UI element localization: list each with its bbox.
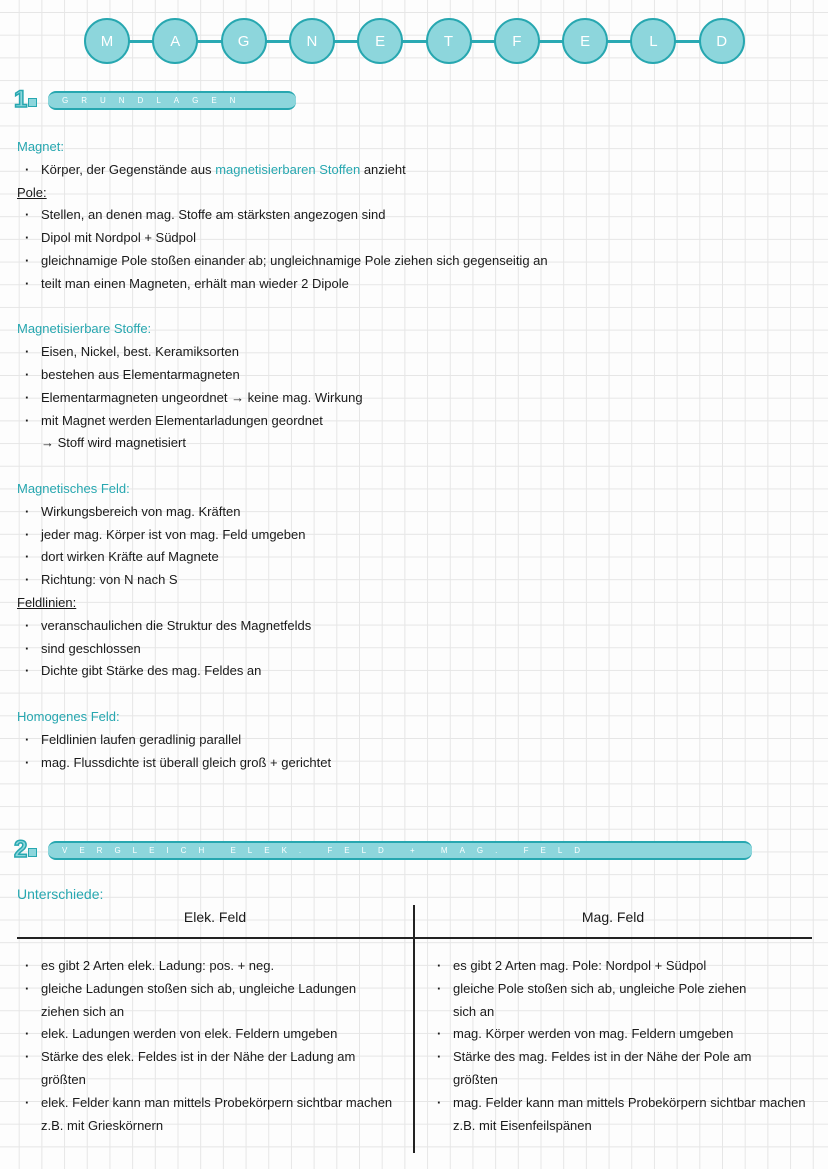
bullet-item: · es gibt 2 Arten mag. Pole: Nordpol + Südpol — [429, 955, 821, 978]
subtopic-heading: Pole: — [17, 184, 47, 200]
column-mag-feld — [429, 955, 821, 1137]
highlighted-term: magnetisierbaren Stoffen — [215, 161, 361, 177]
bullet-item: · elek. Felder kann man mittels Probekörpern sichtbar machen — [17, 1092, 409, 1115]
continuation-line: z.B. mit Eisenfeilspänen — [453, 1117, 592, 1133]
text-segment: anzieht — [360, 161, 406, 177]
table-divider-horizontal — [17, 937, 812, 939]
continuation-line: sich an — [453, 1003, 495, 1019]
section-2-header — [14, 836, 752, 864]
bullet-item: · Stärke des mag. Feldes ist in der Nähe der Pole am — [429, 1046, 821, 1069]
topic-heading: Magnetisches Feld: — [17, 480, 130, 496]
notes-body — [17, 136, 817, 774]
blank-line — [17, 296, 817, 319]
bullet-item: · mag. Flussdichte ist überall gleich groß + gerichtet — [17, 752, 817, 775]
title-letter-circle: T — [426, 18, 472, 64]
comparison-table — [17, 905, 812, 1153]
bullet-item: · jeder mag. Körper ist von mag. Feld umgeben — [17, 524, 817, 547]
continuation-line: ziehen sich an — [41, 1003, 125, 1019]
bullet-item: · Feldlinien laufen geradlinig parallel — [17, 729, 817, 752]
bullet-item: · bestehen aus Elementarmagneten — [17, 364, 817, 387]
bullet-item: · gleiche Pole stoßen sich ab, ungleiche Pole ziehen — [429, 978, 821, 1001]
bullet-item: · dort wirken Kräfte auf Magnete — [17, 546, 817, 569]
title-letter-circle: G — [221, 18, 267, 64]
bullet-item: · Eisen, Nickel, best. Keramiksorten — [17, 341, 817, 364]
table-divider-vertical — [413, 905, 415, 1153]
bullet-item: · Stellen, an denen mag. Stoffe am stärksten angezogen sind — [17, 204, 817, 227]
bullet-item: · Richtung: von N nach S — [17, 569, 817, 592]
title-letter-circle: D — [699, 18, 745, 64]
column-elek-feld — [17, 955, 409, 1137]
continuation-line: → Stoff wird magnetisiert — [41, 435, 186, 451]
title-letter-circle: M — [84, 18, 130, 64]
bullet-item: · gleiche Ladungen stoßen sich ab, ungleiche Ladungen — [17, 978, 409, 1001]
bullet-item: · gleichnamige Pole stoßen einander ab; ungleichnamige Pole ziehen sich gegenseitig an — [17, 250, 817, 273]
topic-heading: Magnetisierbare Stoffe: — [17, 321, 152, 337]
bullet-item: · elek. Ladungen werden von elek. Feldern umgeben — [17, 1023, 409, 1046]
bullet-item: · es gibt 2 Arten elek. Ladung: pos. + neg. — [17, 955, 409, 978]
title-letter-circle: A — [152, 18, 198, 64]
subtopic-heading: Feldlinien: — [17, 594, 77, 610]
bullet-item: · Wirkungsbereich von mag. Kräften — [17, 501, 817, 524]
bullet-item: · teilt man einen Magneten, erhält man wieder 2 Dipole — [17, 273, 817, 296]
differences-label: Unterschiede: — [17, 886, 104, 902]
section-title: VERGLEICH ELEK. FELD + MAG. FELD — [48, 841, 752, 860]
page-title-magnetfeld — [84, 18, 746, 64]
bullet-item — [17, 159, 817, 182]
topic-heading: Magnet: — [17, 139, 64, 154]
title-letter-circle: F — [494, 18, 540, 64]
bullet-item: · mit Magnet werden Elementarladungen geordnet — [17, 410, 817, 433]
bullet-item: · Dichte gibt Stärke des mag. Feldes an — [17, 660, 817, 683]
bullet-item: · veranschaulichen die Struktur des Magnetfelds — [17, 615, 817, 638]
section-title: GRUNDLAGEN — [48, 91, 296, 110]
section-number: 2 — [14, 836, 48, 864]
topic-heading: Homogenes Feld: — [17, 708, 120, 724]
column-header-elek-feld: Elek. Feld — [183, 909, 247, 925]
blank-line — [17, 683, 817, 706]
section-number: 1 — [14, 86, 48, 114]
continuation-line: größten — [453, 1071, 498, 1087]
continuation-line: größten — [41, 1071, 86, 1087]
column-header-mag-feld: Mag. Feld — [581, 909, 645, 925]
bullet-item: · mag. Felder kann man mittels Probekörpern sichtbar machen — [429, 1092, 821, 1115]
bullet-item: · Elementarmagneten ungeordnet → keine mag. Wirkung — [17, 387, 817, 410]
blank-line — [17, 455, 817, 478]
text-segment: Körper, der Gegenstände aus — [41, 161, 216, 177]
bullet-item: · Dipol mit Nordpol + Südpol — [17, 227, 817, 250]
bullet-item: · Stärke des elek. Feldes ist in der Nähe der Ladung am — [17, 1046, 409, 1069]
continuation-line: z.B. mit Grieskörnern — [41, 1117, 164, 1133]
title-letter-circle: E — [562, 18, 608, 64]
bullet-item: · sind geschlossen — [17, 638, 817, 661]
section-1-header — [14, 86, 296, 114]
title-letter-circle: N — [289, 18, 335, 64]
bullet-item: · mag. Körper werden von mag. Feldern umgeben — [429, 1023, 821, 1046]
title-letter-circle: E — [357, 18, 403, 64]
title-letter-circle: L — [630, 18, 676, 64]
